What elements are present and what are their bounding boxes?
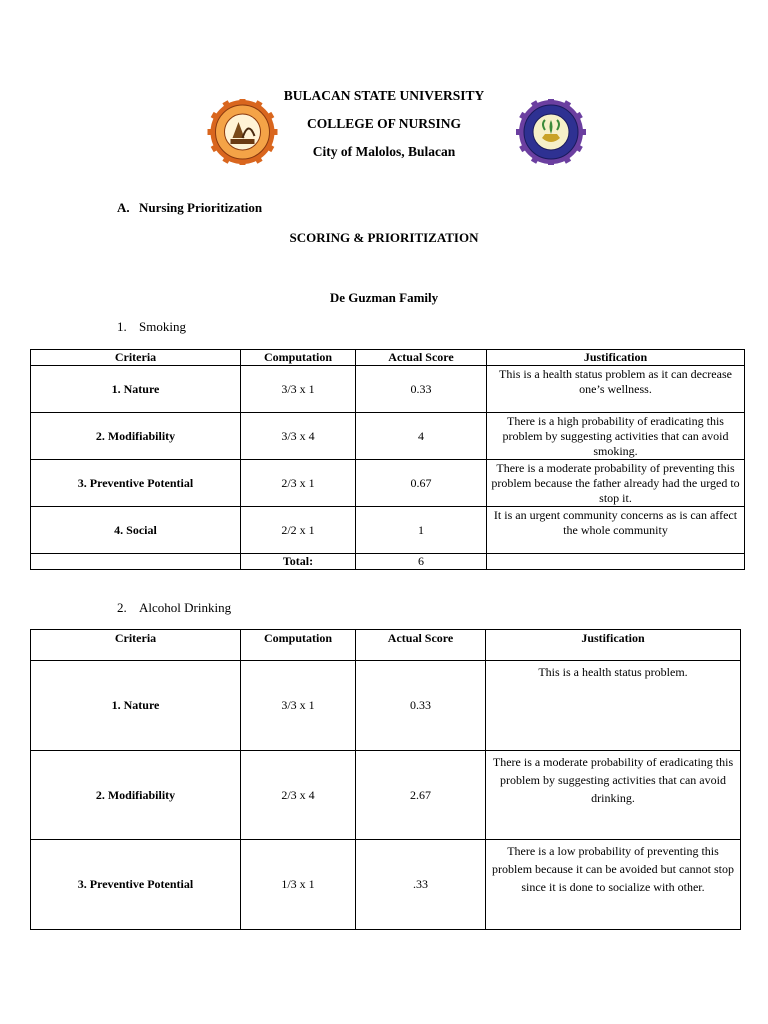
problem-number: 2. bbox=[117, 600, 127, 615]
score-cell: .33 bbox=[356, 840, 486, 930]
table-row bbox=[31, 413, 745, 460]
score-cell: 0.33 bbox=[356, 366, 487, 413]
family-name: De Guzman Family bbox=[329, 290, 439, 305]
column-header: Criteria bbox=[31, 630, 241, 661]
justification-cell: There is a moderate probability of eradicating this problem by suggesting activities that can avoid drinking. bbox=[486, 751, 741, 840]
score-cell: 0.33 bbox=[356, 661, 486, 751]
table-row bbox=[31, 366, 745, 413]
computation-cell: 3/3 x 1 bbox=[241, 661, 356, 751]
problem-name: Smoking bbox=[139, 319, 186, 334]
city-name: City of Malolos, Bulacan bbox=[312, 144, 456, 159]
table-row bbox=[31, 460, 745, 507]
score-cell: 1 bbox=[356, 507, 487, 554]
column-header: Justification bbox=[487, 350, 745, 366]
computation-cell: 3/3 x 4 bbox=[241, 413, 356, 460]
column-header: Justification bbox=[486, 630, 741, 661]
column-header: Actual Score bbox=[356, 350, 487, 366]
computation-cell: 3/3 x 1 bbox=[241, 366, 356, 413]
criteria-cell: 2. Modifiability bbox=[31, 413, 241, 460]
criteria-cell: 1. Nature bbox=[31, 661, 241, 751]
total-value: 6 bbox=[356, 554, 487, 570]
empty-cell bbox=[31, 554, 241, 570]
empty-cell bbox=[487, 554, 745, 570]
university-name: BULACAN STATE UNIVERSITY bbox=[283, 88, 485, 103]
college-name: COLLEGE OF NURSING bbox=[306, 116, 462, 131]
total-label: Total: bbox=[241, 554, 356, 570]
column-header: Computation bbox=[241, 350, 356, 366]
justification-cell: This is a health status problem. bbox=[486, 661, 741, 751]
score-cell: 4 bbox=[356, 413, 487, 460]
column-header: Criteria bbox=[31, 350, 241, 366]
computation-cell: 1/3 x 1 bbox=[241, 840, 356, 930]
criteria-cell: 4. Social bbox=[31, 507, 241, 554]
justification-cell: There is a high probability of eradicating this problem by suggesting activities that can avoid smoking. bbox=[487, 413, 745, 460]
criteria-cell: 1. Nature bbox=[31, 366, 241, 413]
column-header: Computation bbox=[241, 630, 356, 661]
computation-cell: 2/3 x 1 bbox=[241, 460, 356, 507]
criteria-cell: 2. Modifiability bbox=[31, 751, 241, 840]
score-cell: 0.67 bbox=[356, 460, 487, 507]
computation-cell: 2/3 x 4 bbox=[241, 751, 356, 840]
section-title: Nursing Prioritization bbox=[139, 200, 263, 215]
table-header-row bbox=[31, 630, 741, 661]
justification-cell: It is an urgent community concerns as is can affect the whole community bbox=[487, 507, 745, 554]
score-cell: 2.67 bbox=[356, 751, 486, 840]
scoring-table-alcohol bbox=[30, 629, 741, 930]
section-subtitle: SCORING & PRIORITIZATION bbox=[289, 230, 479, 245]
table-row bbox=[31, 507, 745, 554]
total-row bbox=[31, 554, 745, 570]
justification-cell: This is a health status problem as it can decrease one’s wellness. bbox=[487, 366, 745, 413]
justification-cell: There is a low probability of preventing this problem because it can be avoided but cannot stop since it is done to socialize with other. bbox=[486, 840, 741, 930]
computation-cell: 2/2 x 1 bbox=[241, 507, 356, 554]
section-marker: A. bbox=[117, 200, 130, 215]
criteria-cell: 3. Preventive Potential bbox=[31, 840, 241, 930]
problem-number: 1. bbox=[117, 319, 127, 334]
table-row bbox=[31, 751, 741, 840]
scoring-table-smoking bbox=[30, 349, 745, 570]
table-header-row bbox=[31, 350, 745, 366]
table-row bbox=[31, 840, 741, 930]
justification-cell: There is a moderate probability of preventing this problem because the father already had the urged to stop it. bbox=[487, 460, 745, 507]
column-header: Actual Score bbox=[356, 630, 486, 661]
problem-name: Alcohol Drinking bbox=[139, 600, 232, 615]
table-row bbox=[31, 661, 741, 751]
criteria-cell: 3. Preventive Potential bbox=[31, 460, 241, 507]
